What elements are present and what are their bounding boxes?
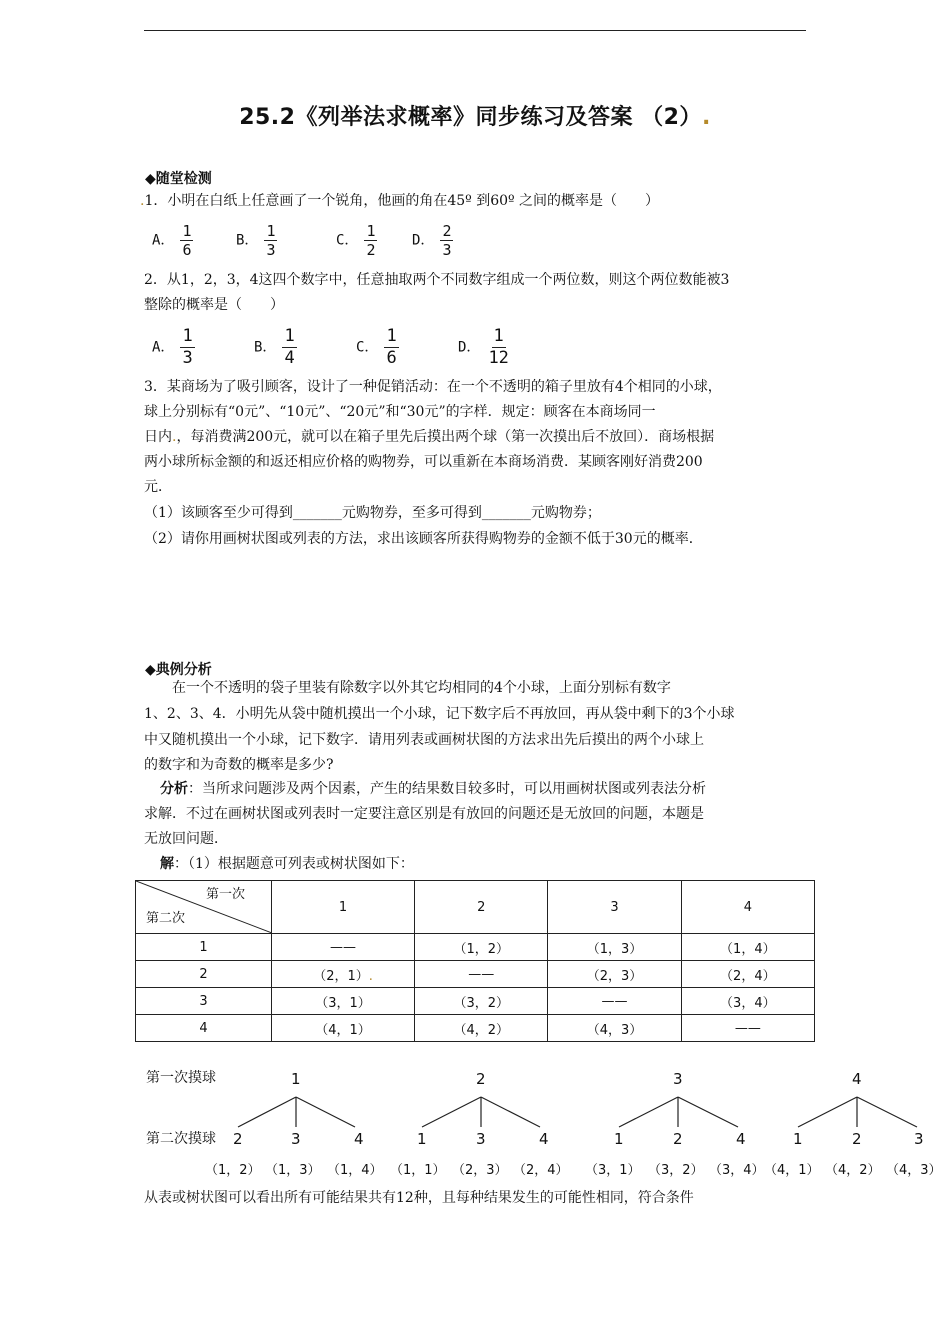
tree-child: 2 — [673, 1130, 683, 1148]
fraction: $\frac{1}{3}$ — [182, 326, 193, 368]
tree-branch — [619, 1097, 678, 1127]
table-cell: （1，4） — [681, 934, 814, 961]
table-header-cell: 2 — [415, 881, 548, 934]
question-3-line-5: 元． — [144, 479, 172, 495]
tree-child: 4 — [354, 1130, 364, 1148]
analysis-line-2: 求解．不过在画树状图或列表时一定要注意区别是有放回的问题还是无放回的问题，本题是 — [144, 806, 704, 822]
corner-label-second: 第二次 — [146, 911, 186, 926]
row-label: 2 — [136, 961, 272, 988]
tree-outcome: （4，2） — [825, 1163, 881, 1178]
q2-option-b: B． $\frac{1}{4}$ — [254, 326, 295, 368]
example-line-3: 中又随机摸出一个小球，记下数字．请用列表或画树状图的方法求出先后摸出的两个小球上 — [144, 732, 704, 748]
table-cell: —— — [272, 934, 415, 961]
q1-option-d: D． $\frac{2}{3}$ — [412, 222, 452, 259]
tree-child: 2 — [852, 1130, 862, 1148]
tree-branch — [238, 1097, 296, 1127]
question-1: .1．小明在白纸上任意画了一个锐角，他画的角在45º 到60º 之间的概率是（ ） — [140, 193, 660, 209]
tree-outcome: （1，1） — [390, 1163, 446, 1178]
title-mark: . — [701, 105, 711, 130]
table-cell: （2，1）. — [272, 961, 415, 988]
q2-option-d: D． $\frac{1}{12}$ — [458, 326, 509, 368]
tree-root: 2 — [476, 1070, 486, 1088]
example-line-1: 在一个不透明的袋子里装有除数字以外其它均相同的4个小球，上面分别标有数字 — [172, 680, 671, 696]
corner-label-first: 第一次 — [205, 887, 245, 902]
tree-outcome: （3，4） — [709, 1163, 765, 1178]
table-cell: （1，3） — [548, 934, 681, 961]
tree-outcome: （4，3） — [886, 1163, 942, 1178]
tree-outcome: （4，1） — [764, 1163, 820, 1178]
solution-line: 解：（1）根据题意可列表或树状图如下： — [160, 856, 414, 872]
table-header-cell: 4 — [681, 881, 814, 934]
table-cell: （4，2） — [415, 1015, 548, 1042]
table-cell: （2，3） — [548, 961, 681, 988]
tree-child: 3 — [291, 1130, 301, 1148]
tree-branch — [481, 1097, 540, 1127]
tree-second-draw-label: 第二次摸球 — [146, 1131, 216, 1147]
conclusion-line: 从表或树状图可以看出所有可能结果共有12种，且每种结果发生的可能性相同，符合条件 — [144, 1190, 694, 1206]
table-cell: —— — [681, 1015, 814, 1042]
question-2-line-2: 整除的概率是（ ） — [144, 297, 284, 313]
tree-outcome: （2，3） — [452, 1163, 508, 1178]
fraction: $\frac{1}{2}$ — [366, 222, 376, 259]
q2-option-a: A． $\frac{1}{3}$ — [152, 326, 193, 368]
analysis-line-1: 分析：当所求问题涉及两个因素，产生的结果数目较多时，可以用画树状图或列表法分析 — [160, 781, 706, 797]
section-heading-example: ◆典例分析 — [145, 662, 212, 678]
tree-child: 1 — [614, 1130, 624, 1148]
tree-child: 3 — [914, 1130, 924, 1148]
question-3-line-1: 3．某商场为了吸引顾客，设计了一种促销活动：在一个不透明的箱子里放有4个相同的小球， — [144, 379, 722, 395]
tree-branch — [422, 1097, 481, 1127]
tree-branch — [296, 1097, 355, 1127]
example-line-2: 1、2、3、4．小明先从袋中随机摸出一个小球，记下数字后不再放回，再从袋中剩下的3个小球 — [144, 706, 735, 722]
tree-outcome: （3，1） — [585, 1163, 641, 1178]
table-cell: （4，3） — [548, 1015, 681, 1042]
tree-branch — [857, 1097, 917, 1127]
tree-outcome: （1，4） — [327, 1163, 383, 1178]
q1-option-a: A． $\frac{1}{6}$ — [152, 222, 192, 259]
row-label: 4 — [136, 1015, 272, 1042]
question-3-line-2: 球上分别标有“0元”、“10元”、“20元”和“30元”的字样．规定：顾客在本商场同一 — [144, 404, 656, 420]
tree-branch — [798, 1097, 857, 1127]
table-cell: —— — [548, 988, 681, 1015]
table-cell: （3，4） — [681, 988, 814, 1015]
question-3-part-2: （2）请你用画树状图或列表的方法，求出该顾客所获得购物券的金额不低于30元的概率． — [144, 531, 703, 547]
tree-first-draw-label: 第一次摸球 — [146, 1070, 216, 1086]
section-heading-practice: ◆随堂检测 — [145, 171, 212, 187]
tree-child: 1 — [793, 1130, 803, 1148]
table-cell: （3，2） — [415, 988, 548, 1015]
row-label: 1 — [136, 934, 272, 961]
tree-root: 1 — [291, 1070, 301, 1088]
table-cell: （4，1） — [272, 1015, 415, 1042]
question-2-line-1: 2．从1，2，3，4这四个数字中，任意抽取两个不同数字组成一个两位数，则这个两位数能被3 — [144, 272, 730, 288]
tree-outcome: （1，2） — [205, 1163, 261, 1178]
table-cell: （1，2） — [415, 934, 548, 961]
table-header-cell: 3 — [548, 881, 681, 934]
table-cell: —— — [415, 961, 548, 988]
page-title: 25.2《列举法求概率》同步练习及答案 （2）. — [239, 105, 711, 130]
question-3-part-1: （1）该顾客至少可得到_______元购物券，至多可得到_______元购物券； — [144, 505, 601, 521]
fraction: $\frac{1}{3}$ — [266, 222, 276, 259]
table-header-cell: 1 — [272, 881, 415, 934]
tree-outcome: （1，3） — [265, 1163, 321, 1178]
table-cell: （2，4） — [681, 961, 814, 988]
question-3-line-4: 两小球所标金额的和返还相应价格的购物券，可以重新在本商场消费．某顾客刚好消费200 — [144, 454, 703, 470]
tree-outcome: （2，4） — [513, 1163, 569, 1178]
tree-child: 2 — [233, 1130, 243, 1148]
question-3-line-3: 日内.，每消费满200元，就可以在箱子里先后摸出两个球（第一次摸出后不放回）．商场根据 — [144, 429, 715, 445]
tree-child: 4 — [539, 1130, 549, 1148]
q2-option-c: C． $\frac{1}{6}$ — [356, 326, 397, 368]
tree-root: 4 — [852, 1070, 862, 1088]
example-line-4: 的数字和为奇数的概率是多少? — [144, 757, 334, 773]
tree-child: 4 — [736, 1130, 746, 1148]
q1-option-c: C． $\frac{1}{2}$ — [336, 222, 376, 259]
q1-option-b: B． $\frac{1}{3}$ — [236, 222, 276, 259]
q1-mark: . — [140, 193, 145, 209]
tree-outcome: （3，2） — [648, 1163, 704, 1178]
fraction: $\frac{1}{4}$ — [284, 326, 295, 368]
fraction: $\frac{1}{6}$ — [182, 222, 192, 259]
tree-child: 3 — [476, 1130, 486, 1148]
fraction: $\frac{1}{12}$ — [488, 326, 509, 368]
fraction: $\frac{1}{6}$ — [386, 326, 397, 368]
tree-child: 1 — [417, 1130, 427, 1148]
tree-root: 3 — [673, 1070, 683, 1088]
table-cell: （3，1） — [272, 988, 415, 1015]
tree-branch — [678, 1097, 738, 1127]
analysis-line-3: 无放回问题． — [144, 831, 228, 847]
row-label: 3 — [136, 988, 272, 1015]
fraction: $\frac{2}{3}$ — [442, 222, 452, 259]
